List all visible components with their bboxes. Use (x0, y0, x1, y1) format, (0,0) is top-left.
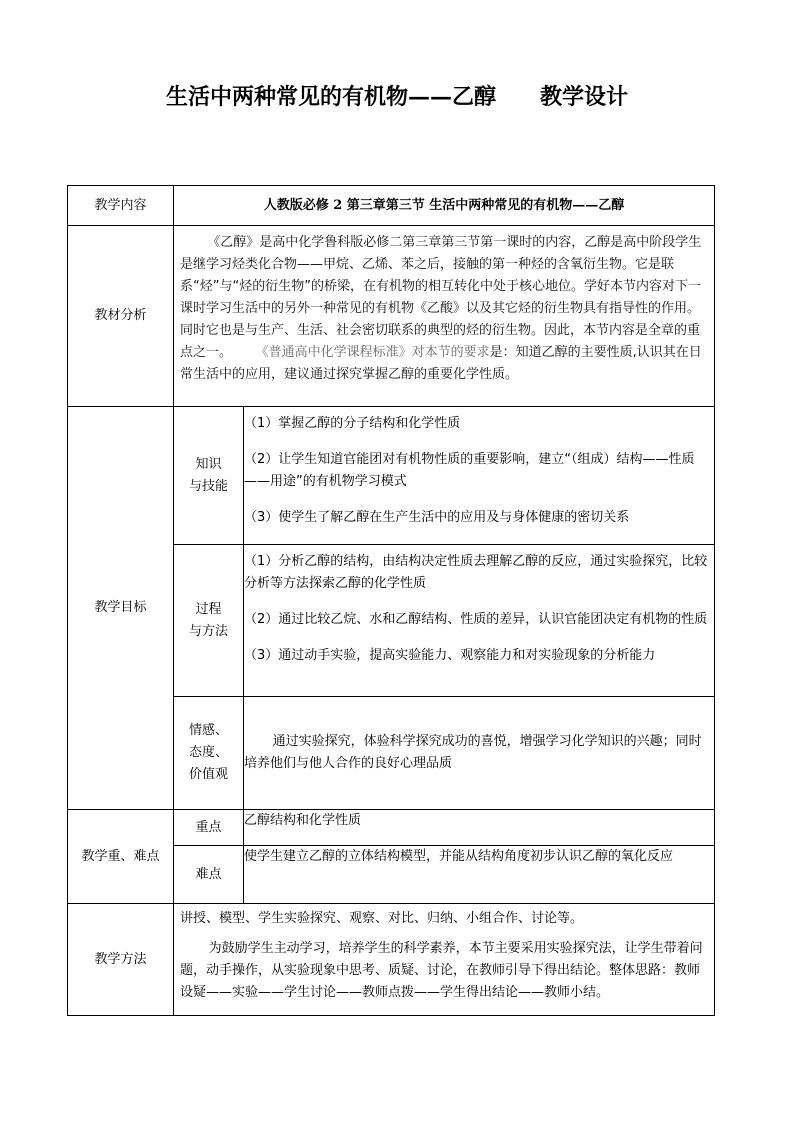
knowledge-label-1: 知识 (195, 456, 222, 472)
row-teaching-method (68, 904, 715, 1016)
process-item: （1）分析乙醇的结构，由结构决定性质去理解乙醇的反应，通过实验探究，比较分析等方法探索乙醇的化学性质 (244, 554, 708, 591)
label-key-point: 重点 (174, 810, 244, 846)
material-analysis-text (174, 226, 714, 392)
material-text-tail: 是：知道乙醇的主要性质,认识其在日常生活中的应用，建议通过探究掌握乙醇的重要化学性质。 (180, 345, 702, 382)
knowledge-item: （2）让学生知道官能团对有机物性质的重要影响，建立“（组成）结构——性质——用途”的有机物学习模式 (244, 452, 695, 489)
emotion-label-1: 情感、 (188, 723, 228, 738)
process-item: （3）通过动手实验，提高实验能力、观察能力和对实验现象的分析能力 (244, 648, 656, 663)
knowledge-item: （3）使学生了解乙醇在生产生活中的应用及与身体健康的密切关系 (244, 510, 630, 525)
knowledge-item: （1）掌握乙醇的分子结构和化学性质 (244, 416, 461, 431)
row-teaching-content (68, 186, 715, 226)
row-material-analysis (68, 226, 715, 407)
method-line-2: 为鼓励学生主动学习，培养学生的科学素养，本节主要采用实验探究法，让学生带着问题，动手操作，从实验现象中思考、质疑、讨论，在教师引导下得出结论。整体思路：教师设疑——实验——学生讨论——教师点拨——学生得出结论——教师小结。 (180, 941, 703, 1000)
page-title: 生活中两种常见的有机物——乙醇 教学设计 (165, 84, 628, 110)
process-label-1: 过程 (195, 601, 222, 617)
lesson-plan-table (67, 185, 715, 1016)
process-items (244, 545, 715, 697)
emotion-label-2: 态度、 (188, 745, 228, 760)
process-label-2: 与方法 (188, 623, 228, 639)
material-text-standard: 《普通高中化学课程标准》对本节的要求 (255, 345, 490, 360)
label-teaching-goals: 教学目标 (68, 407, 174, 810)
emotion-text: 通过实验探究，体验科学探究成功的喜悦，增强学习化学知识的兴趣；同时培养他们与他人合作的良好心理品质 (244, 697, 715, 810)
row-goal-knowledge (68, 407, 715, 545)
label-teaching-method: 教学方法 (68, 904, 174, 1016)
key-point-text: 乙醇结构和化学性质 (244, 810, 715, 846)
label-key-difficult: 教学重、难点 (68, 810, 174, 904)
label-teaching-content: 教学内容 (68, 186, 174, 226)
teaching-content-value: 人教版必修 2 第三章第三节 生活中两种常见的有机物——乙醇 (174, 186, 715, 226)
knowledge-label-2: 与技能 (188, 478, 228, 494)
knowledge-items (244, 407, 715, 545)
label-difficult-point: 难点 (174, 846, 244, 904)
method-line-1: 讲授、模型、学生实验探究、观察、对比、归纳、小组合作、讨论等。 (180, 911, 584, 926)
label-material-analysis: 教材分析 (68, 226, 174, 407)
emotion-label-3: 价值观 (188, 767, 228, 782)
row-key-point (68, 810, 715, 846)
difficult-point-text: 使学生建立乙醇的立体结构模型，并能从结构角度初步认识乙醇的氧化反应 (244, 846, 715, 904)
process-item: （2）通过比较乙烷、水和乙醇结构、性质的差异，认识官能团决定有机物的性质 (244, 612, 708, 627)
material-text-main: 《乙醇》是高中化学鲁科版必修二第三章第三节第一课时的内容，乙醇是高中阶段学生是继学习烃类化合物——甲烷、乙烯、苯之后，接触的第一种烃的含氧衍生物。它是联系“烃”与“烃的衍生物”的桥梁，在有机物的相互转化中处于核心地位。学好本节内容对下一课时学习生活中的另外一种常见的有机物《乙酸》以及其它烃的衍生物具有指导性的作用。同时它也是与生产、生活、社会密切联系的典型的烃的衍生物。因此，本节内容是全章的重点之一。 (180, 235, 702, 360)
